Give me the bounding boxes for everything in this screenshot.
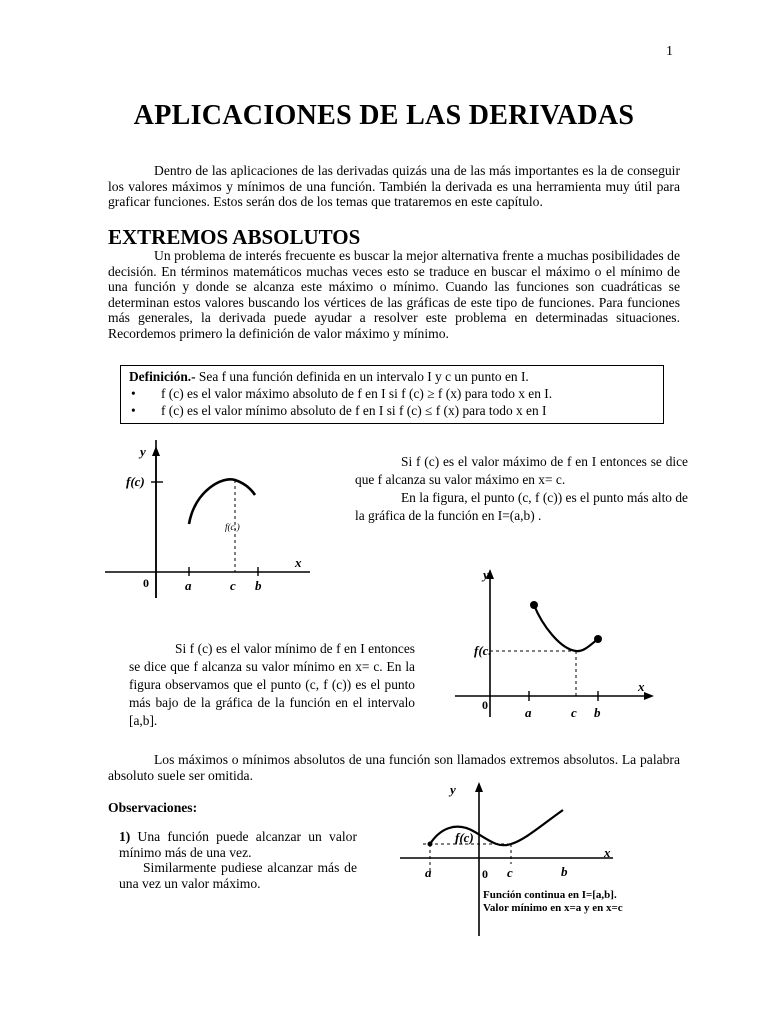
page-title: APLICACIONES DE LAS DERIVADAS (133, 100, 635, 131)
definition-item-max: • f (c) es el valor máximo absoluto de f en I si f (c) ≥ f (x) para todo x en I. (129, 385, 655, 402)
definition-label: Definición.- (129, 369, 196, 384)
label-b: b (255, 578, 262, 593)
label-y: y (483, 567, 489, 582)
label-c: c (230, 578, 236, 593)
x-axis-arrow (644, 692, 654, 700)
function-curve (189, 479, 255, 524)
label-zero: 0 (482, 698, 488, 712)
caption-line1: Función continua en I=[a,b]. (483, 889, 617, 901)
label-zero: 0 (482, 867, 488, 881)
intro-paragraph: Dentro de las aplicaciones de las derivadas quizás una de las más importantes es la de conseguir los valores máximos y mínimos de una función. También la derivada es una herramienta muy útil para graficar funciones. Estos serán dos de los temas que trataremos en este capítulo. (108, 163, 680, 209)
observation-1-first (119, 829, 357, 860)
graph-minimum (450, 565, 660, 725)
section-paragraph: Un problema de interés frecuente es buscar la mejor alternativa frente a muchas posibilidades de decisión. En términos matemáticos muchas veces esto se traduce en buscar el máximo o el mínimo de una función y donde se alcanza este máximo o mínimo. Cuando las funciones son cuadráticas se determinan estos valores buscando los vértices de las gráficas de este tipo de funciones. Para funciones más generales, la derivada puede ayudar a resolver este problema en determinadas situaciones. Recordemos primero la definición de valor máximo y mínimo. (108, 248, 680, 341)
label-a: a (185, 578, 192, 593)
y-axis-arrow (475, 782, 483, 792)
graph-maximum (105, 440, 315, 600)
label-y: y (450, 782, 456, 797)
label-x: x (295, 555, 302, 570)
definition-intro-text: Sea f una función definida en un intervalo I y c un punto en I. (195, 369, 529, 384)
observaciones-heading: Observaciones: (108, 800, 198, 815)
max-line2: En la figura, el punto (c, f (c)) es el punto más alto de la gráfica de la función en I=(a,b) . (355, 490, 688, 523)
min-description: Si f (c) es el valor mínimo de f en I entonces se dice que f alcanza su valor mínimo en x= c. En la figura observamos que el punto (c, f (c)) es el punto más bajo de la gráfica de la función en el intervalo [a,b]. (129, 641, 415, 728)
label-b: b (594, 705, 601, 720)
extremos-paragraph: Los máximos o mínimos absolutos de una función son llamados extremos absolutos. La palabra absoluto suele ser omitida. (108, 752, 680, 783)
label-a: a (425, 865, 432, 880)
observation-1 (119, 829, 357, 891)
observation-1-second: Similarmente pudiese alcanzar más de una vez un valor máximo. (119, 860, 357, 891)
endpoint-a (428, 842, 433, 847)
endpoint-b (594, 635, 602, 643)
label-c: c (507, 865, 513, 880)
label-x: x (638, 679, 645, 694)
definition-box (120, 365, 664, 424)
label-b: b (561, 864, 568, 879)
function-curve (534, 605, 598, 651)
function-curve (430, 810, 563, 845)
label-fc: f(c. (474, 643, 492, 658)
max-description (355, 453, 688, 525)
label-fc-inner: f(c.) (225, 522, 240, 532)
observation-1-number: 1) (119, 829, 131, 844)
label-zero: 0 (143, 576, 149, 590)
graph-two-minima (395, 780, 635, 940)
definition-item-min: • f (c) es el valor mínimo absoluto de f en I si f (c) ≤ f (x) para todo x en I (129, 402, 655, 419)
caption-line2: Valor mínimo en x=a y en x=c (483, 902, 623, 914)
label-fc: f(c) (455, 830, 474, 845)
label-fc: f(c) (126, 474, 145, 489)
page-number: 1 (666, 44, 673, 59)
label-c: c (571, 705, 577, 720)
label-a: a (525, 705, 532, 720)
definition-intro (129, 368, 655, 385)
endpoint-a (530, 601, 538, 609)
label-x: x (604, 845, 611, 860)
max-line1: Si f (c) es el valor máximo de f en I entonces se dice que f alcanza su valor máximo en x= c. (355, 454, 688, 487)
label-y: y (140, 444, 146, 459)
observation-1-text: Una función puede alcanzar un valor mínimo más de una vez. (119, 829, 357, 860)
y-axis-arrow (152, 446, 160, 456)
section-heading: EXTREMOS ABSOLUTOS (108, 225, 361, 249)
